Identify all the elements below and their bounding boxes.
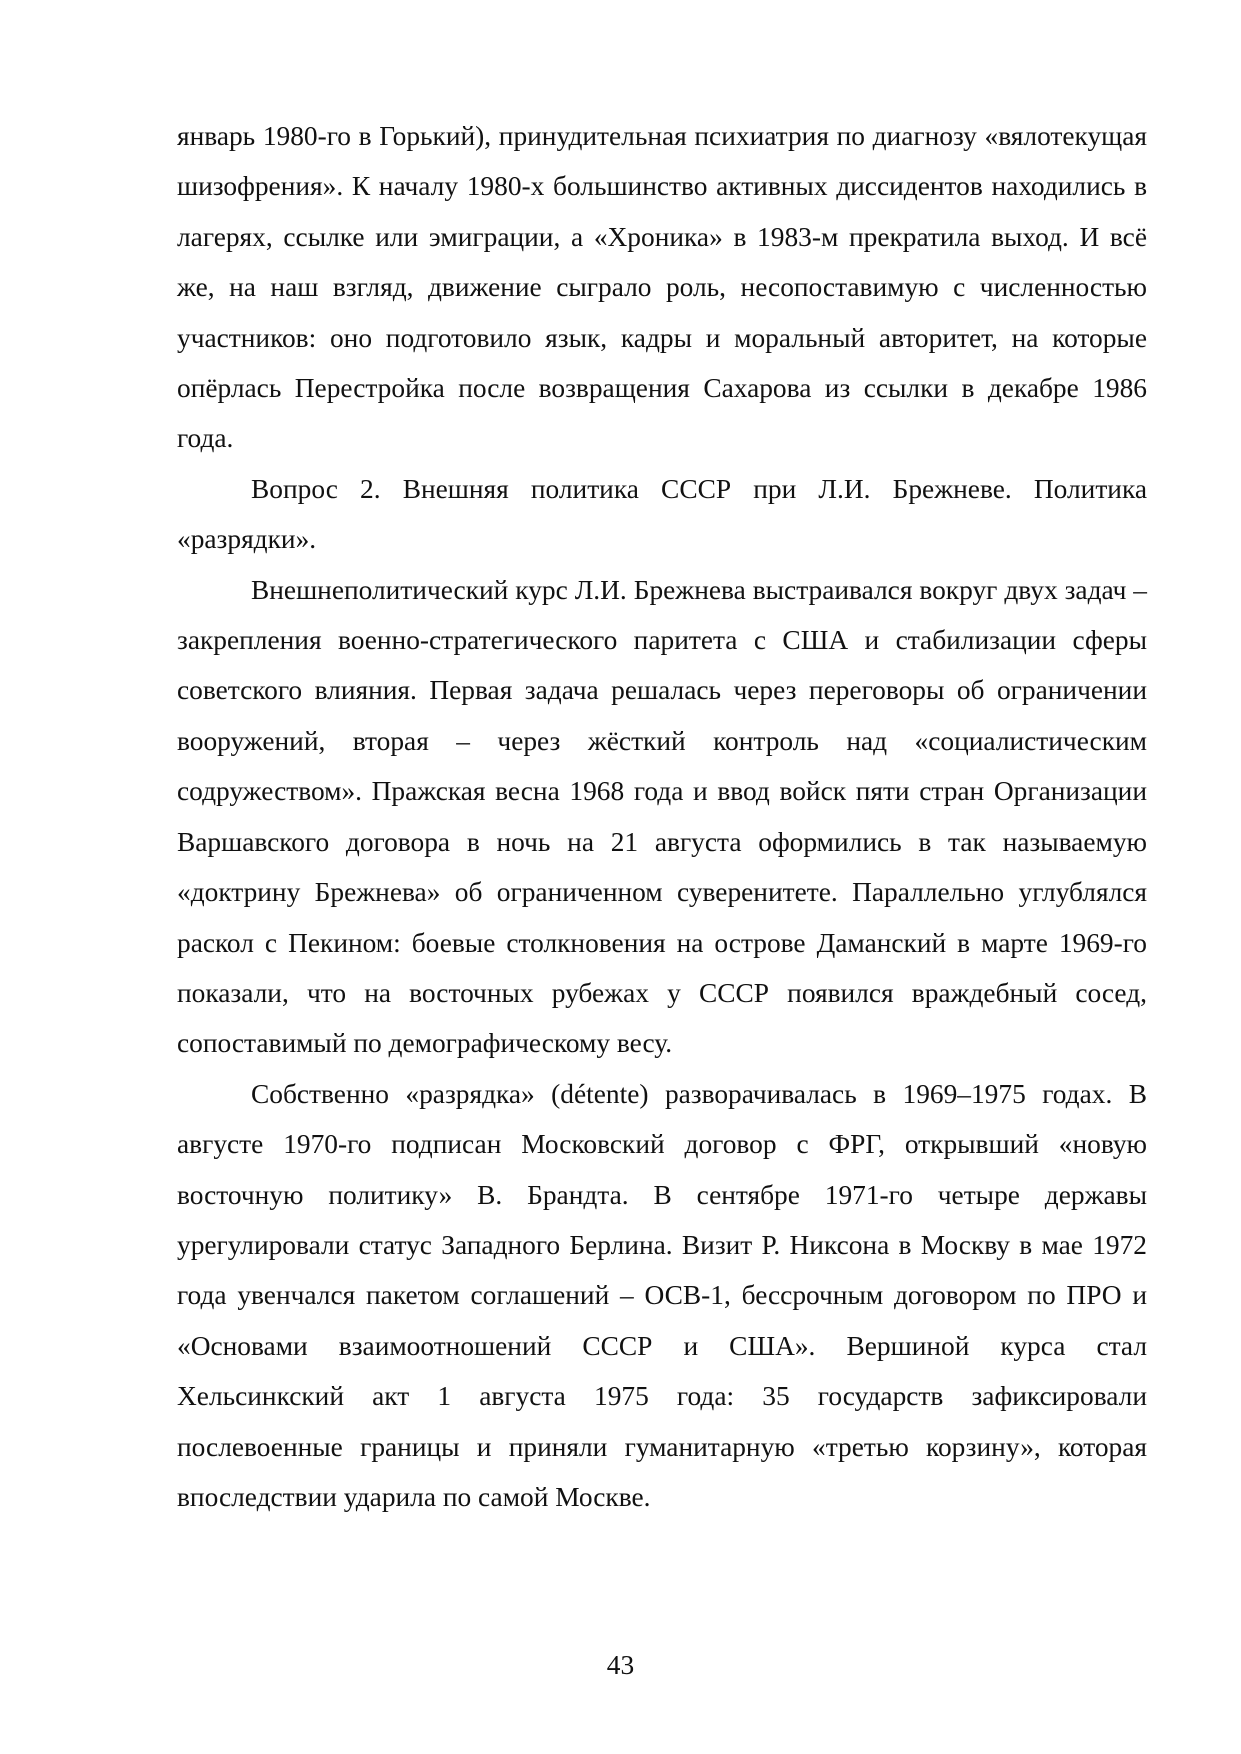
page-number: 43 (606, 1650, 635, 1680)
question-heading: Вопрос 2. Внешняя политика СССР при Л.И. Брежневе. Политика «разрядки». (177, 473, 1147, 555)
document-body (177, 111, 1147, 1522)
paragraph-foreign-policy: Внешнеполитический курс Л.И. Брежнева выстраивался вокруг двух задач – закрепления военно-стратегического паритета с США и стабилизации сферы советского влияния. Первая задача решалась через переговоры об ограничении вооружений, вторая – через жёсткий контроль над «социалистическим содружеством». Пражская весна 1968 года и ввод войск пяти стран Организации Варшавского договора в ночь на 21 августа оформились в так называемую «доктрину Брежнева» об ограниченном суверенитете. Параллельно углублялся раскол с Пекином: боевые столкновения на острове Даманский в марте 1969-го показали, что на восточных рубежах у СССР появился враждебный сосед, сопоставимый по демографическому весу. (177, 574, 1147, 1059)
paragraph-detente: Собственно «разрядка» (détente) разворачивалась в 1969–1975 годах. В августе 1970-го подписан Московский договор с ФРГ, открывший «новую восточную политику» В. Брандта. В сентябре 1971-го четыре державы урегулировали статус Западного Берлина. Визит Р. Никсона в Москву в мае 1972 года увенчался пакетом соглашений – ОСВ-1, бессрочным договором по ПРО и «Основами взаимоотношений СССР и США». Вершиной курса стал Хельсинкский акт 1 августа 1975 года: 35 государств зафиксировали послевоенные границы и приняли гуманитарную «третью корзину», которая впоследствии ударила по самой Москве. (177, 1078, 1147, 1512)
paragraph-continuation: январь 1980-го в Горький), принудительная психиатрия по диагнозу «вялотекущая шизофрения». К началу 1980-х большинство активных диссидентов находились в лагерях, ссылке или эмиграции, а «Хроника» в 1983-м прекратила выход. И всё же, на наш взгляд, движение сыграло роль, несопоставимую с численностью участников: оно подготовило язык, кадры и моральный авторитет, на которые опёрлась Перестройка после возвращения Сахарова из ссылки в декабре 1986 года. (177, 121, 1147, 454)
